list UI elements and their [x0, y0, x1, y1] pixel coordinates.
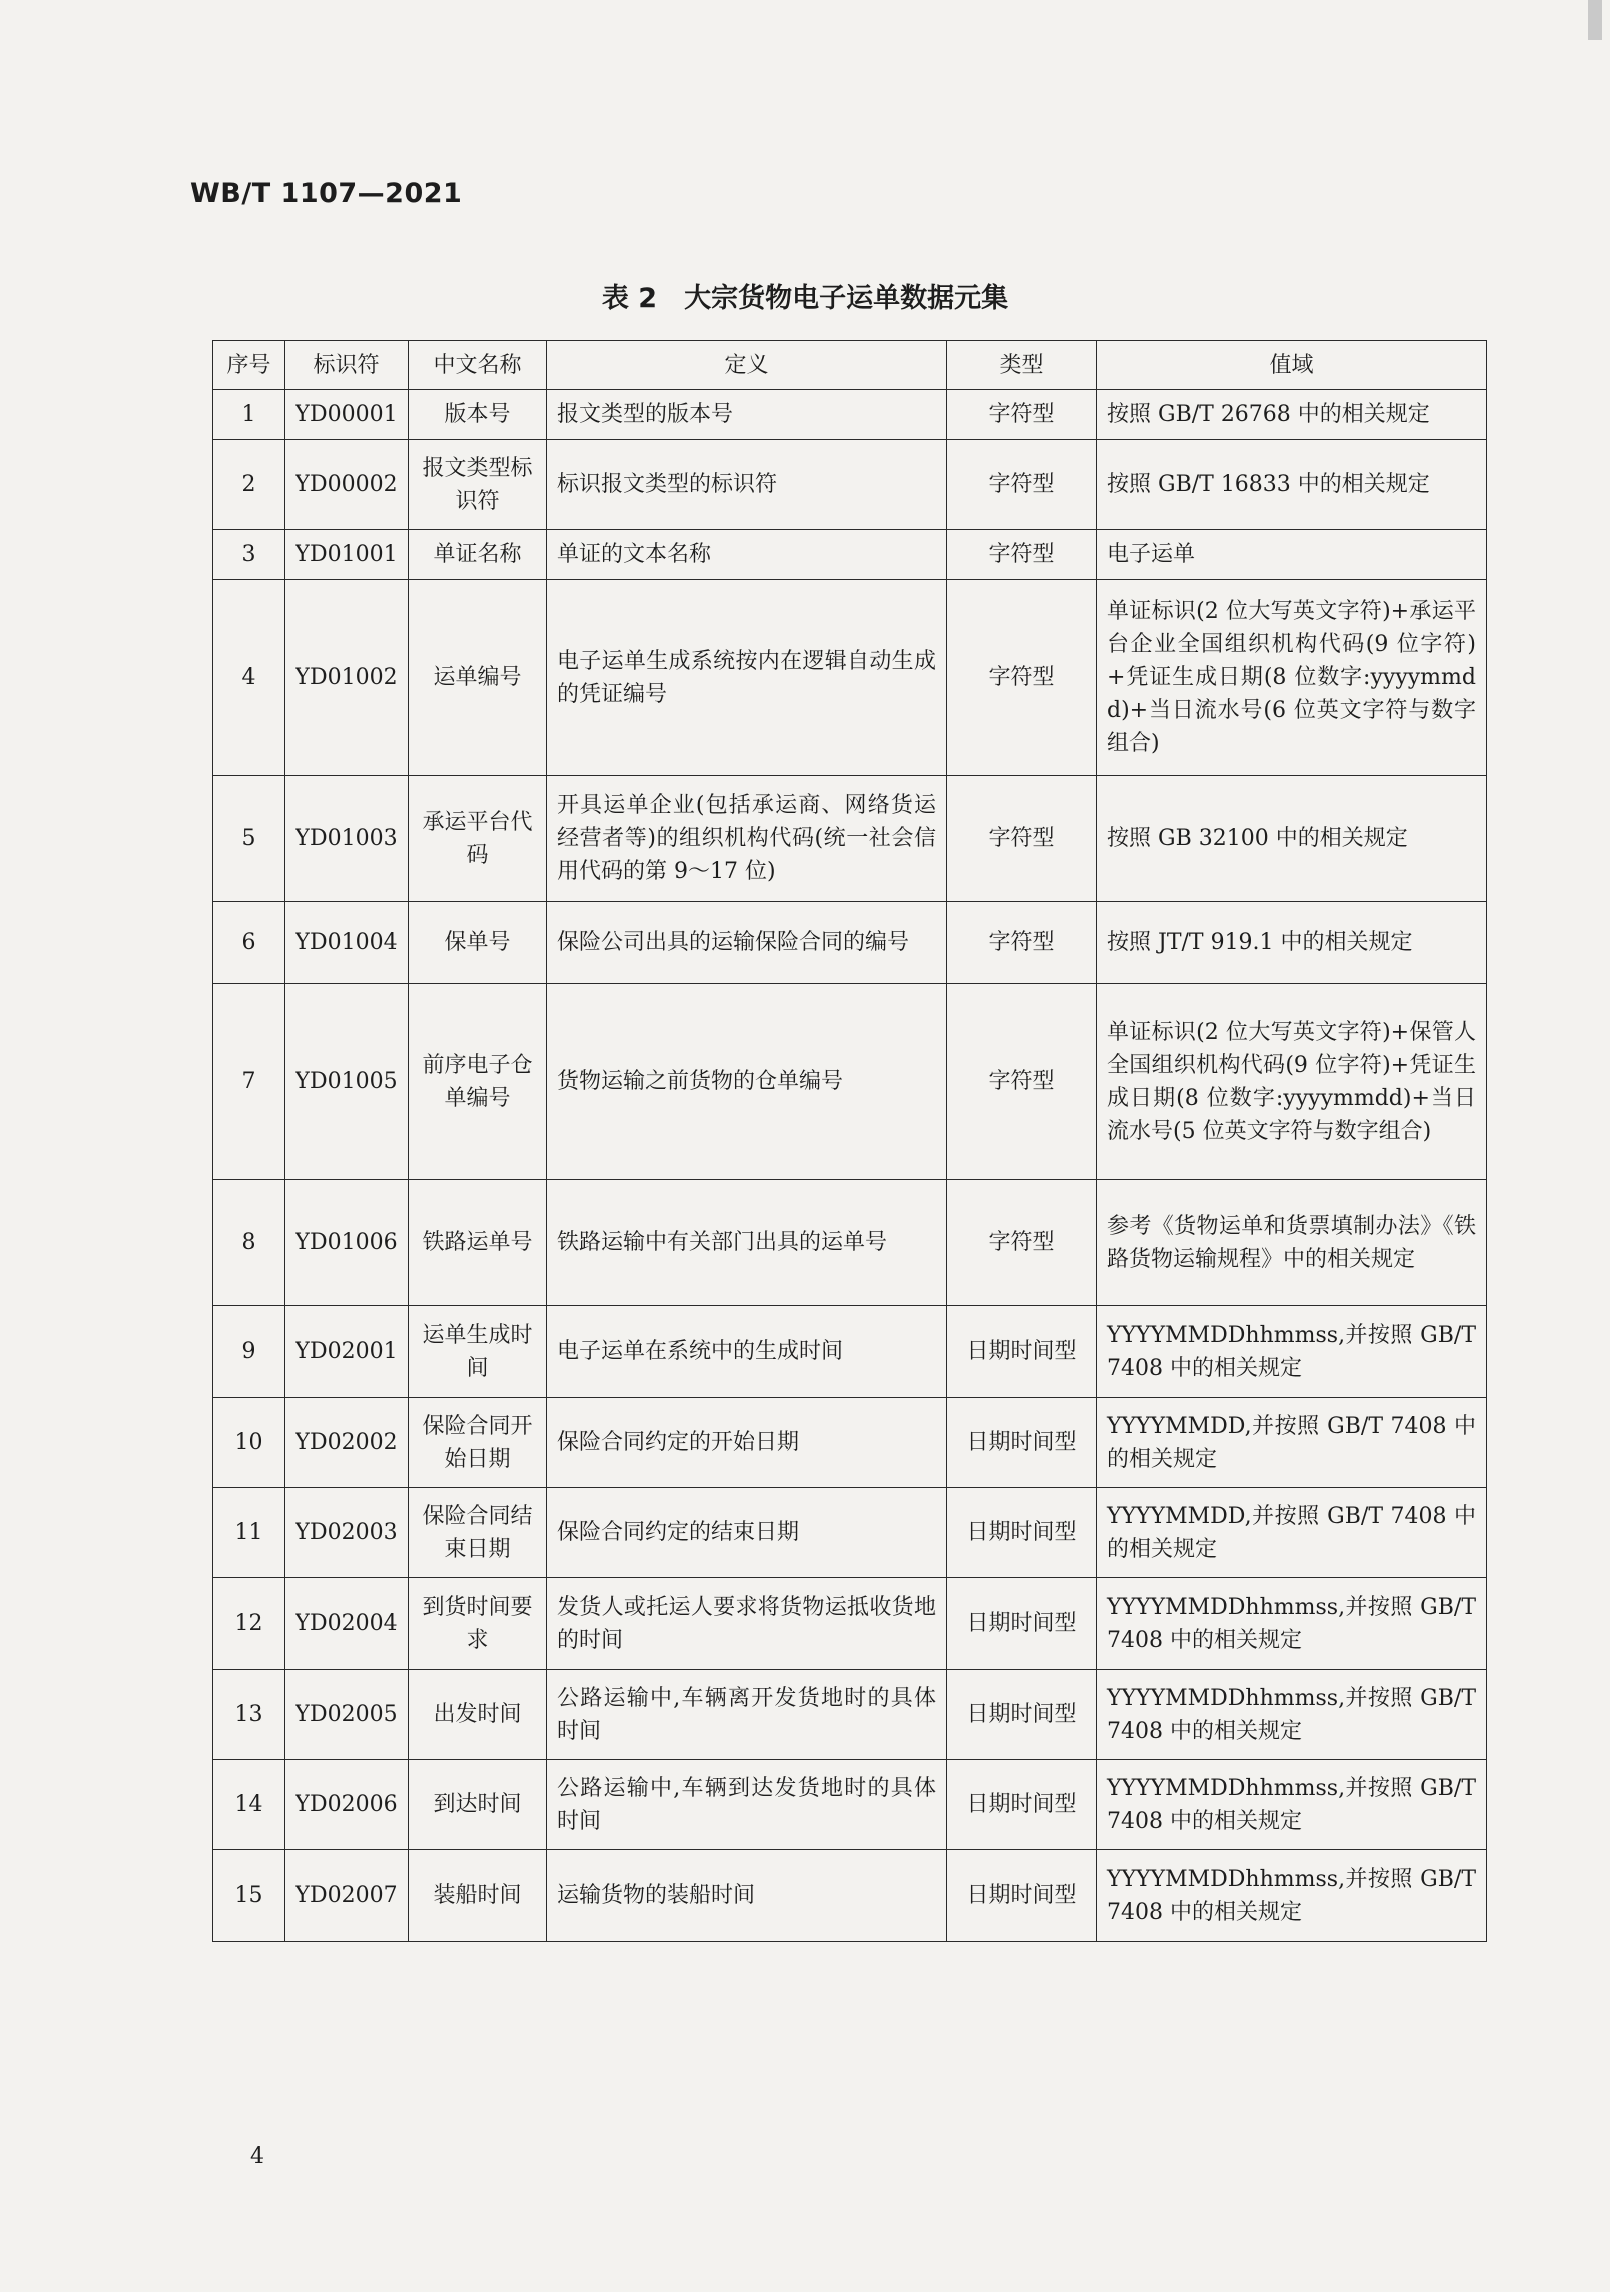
cell-type: 日期时间型: [947, 1670, 1097, 1760]
cell-name: 到货时间要求: [409, 1578, 547, 1670]
table-body: [213, 390, 1487, 1942]
cell-identifier: YD02001: [285, 1306, 409, 1398]
cell-seq: 8: [213, 1180, 285, 1306]
cell-seq: 15: [213, 1850, 285, 1942]
cell-definition: 电子运单在系统中的生成时间: [547, 1306, 947, 1398]
cell-seq: 14: [213, 1760, 285, 1850]
cell-type: 日期时间型: [947, 1850, 1097, 1942]
cell-seq: 4: [213, 580, 285, 776]
cell-domain: YYYYMMDDhhmmss,并按照 GB/T 7408 中的相关规定: [1097, 1670, 1487, 1760]
table-row: [213, 902, 1487, 984]
cell-name: 出发时间: [409, 1670, 547, 1760]
cell-identifier: YD02005: [285, 1670, 409, 1760]
cell-seq: 6: [213, 902, 285, 984]
cell-definition: 运输货物的装船时间: [547, 1850, 947, 1942]
cell-type: 字符型: [947, 1180, 1097, 1306]
cell-name: 报文类型标识符: [409, 440, 547, 530]
cell-domain: 按照 JT/T 919.1 中的相关规定: [1097, 902, 1487, 984]
cell-definition: 货物运输之前货物的仓单编号: [547, 984, 947, 1180]
cell-definition: 发货人或托运人要求将货物运抵收货地的时间: [547, 1578, 947, 1670]
cell-identifier: YD01003: [285, 776, 409, 902]
table-row: [213, 1850, 1487, 1942]
cell-name: 承运平台代码: [409, 776, 547, 902]
cell-name: 保险合同结束日期: [409, 1488, 547, 1578]
cell-name: 前序电子仓单编号: [409, 984, 547, 1180]
cell-definition: 保险合同约定的结束日期: [547, 1488, 947, 1578]
table-row: [213, 1306, 1487, 1398]
cell-seq: 2: [213, 440, 285, 530]
cell-name: 单证名称: [409, 530, 547, 580]
cell-definition: 保险合同约定的开始日期: [547, 1398, 947, 1488]
cell-seq: 12: [213, 1578, 285, 1670]
cell-name: 到达时间: [409, 1760, 547, 1850]
cell-domain: YYYYMMDDhhmmss,并按照 GB/T 7408 中的相关规定: [1097, 1306, 1487, 1398]
cell-type: 日期时间型: [947, 1760, 1097, 1850]
cell-type: 日期时间型: [947, 1306, 1097, 1398]
cell-identifier: YD01004: [285, 902, 409, 984]
cell-definition: 开具运单企业(包括承运商、网络货运经营者等)的组织机构代码(统一社会信用代码的第 9～17 位): [547, 776, 947, 902]
cell-domain: 参考《货物运单和货票填制办法》《铁路货物运输规程》中的相关规定: [1097, 1180, 1487, 1306]
cell-domain: YYYYMMDDhhmmss,并按照 GB/T 7408 中的相关规定: [1097, 1760, 1487, 1850]
col-header-name: 中文名称: [409, 341, 547, 390]
col-header-id: 标识符: [285, 341, 409, 390]
cell-identifier: YD02007: [285, 1850, 409, 1942]
page-number: 4: [250, 2144, 264, 2169]
table-row: [213, 390, 1487, 440]
cell-name: 装船时间: [409, 1850, 547, 1942]
cell-domain: 按照 GB/T 16833 中的相关规定: [1097, 440, 1487, 530]
cell-name: 保险合同开始日期: [409, 1398, 547, 1488]
cell-type: 字符型: [947, 984, 1097, 1180]
cell-identifier: YD02006: [285, 1760, 409, 1850]
cell-domain: YYYYMMDDhhmmss,并按照 GB/T 7408 中的相关规定: [1097, 1578, 1487, 1670]
cell-name: 运单编号: [409, 580, 547, 776]
cell-domain: YYYYMMDD,并按照 GB/T 7408 中的相关规定: [1097, 1398, 1487, 1488]
cell-domain: 按照 GB 32100 中的相关规定: [1097, 776, 1487, 902]
cell-type: 日期时间型: [947, 1578, 1097, 1670]
cell-definition: 报文类型的版本号: [547, 390, 947, 440]
col-header-type: 类型: [947, 341, 1097, 390]
cell-type: 字符型: [947, 440, 1097, 530]
cell-name: 运单生成时间: [409, 1306, 547, 1398]
cell-domain: 单证标识(2 位大写英文字符)+承运平台企业全国组织机构代码(9 位字符)+凭证生成日期(8 位数字:yyyymmdd)+当日流水号(6 位英文字符与数字组合): [1097, 580, 1487, 776]
cell-name: 版本号: [409, 390, 547, 440]
table-row: [213, 440, 1487, 530]
cell-identifier: YD00002: [285, 440, 409, 530]
table-row: [213, 580, 1487, 776]
table-row: [213, 1578, 1487, 1670]
cell-identifier: YD00001: [285, 390, 409, 440]
cell-seq: 13: [213, 1670, 285, 1760]
cell-domain: YYYYMMDDhhmmss,并按照 GB/T 7408 中的相关规定: [1097, 1850, 1487, 1942]
col-header-definition: 定义: [547, 341, 947, 390]
table-row: [213, 1670, 1487, 1760]
cell-identifier: YD02002: [285, 1398, 409, 1488]
cell-name: 保单号: [409, 902, 547, 984]
table-row: [213, 1398, 1487, 1488]
cell-domain: 按照 GB/T 26768 中的相关规定: [1097, 390, 1487, 440]
cell-seq: 9: [213, 1306, 285, 1398]
col-header-domain: 值域: [1097, 341, 1487, 390]
cell-type: 字符型: [947, 390, 1097, 440]
cell-type: 字符型: [947, 530, 1097, 580]
cell-seq: 3: [213, 530, 285, 580]
cell-domain: 电子运单: [1097, 530, 1487, 580]
standard-code: WB/T 1107—2021: [190, 178, 463, 209]
cell-identifier: YD01001: [285, 530, 409, 580]
cell-name: 铁路运单号: [409, 1180, 547, 1306]
col-header-seq: 序号: [213, 341, 285, 390]
cell-identifier: YD02004: [285, 1578, 409, 1670]
table-row: [213, 776, 1487, 902]
cell-seq: 11: [213, 1488, 285, 1578]
cell-definition: 公路运输中,车辆离开发货地时的具体时间: [547, 1670, 947, 1760]
cell-identifier: YD01006: [285, 1180, 409, 1306]
cell-identifier: YD01002: [285, 580, 409, 776]
cell-definition: 电子运单生成系统按内在逻辑自动生成的凭证编号: [547, 580, 947, 776]
cell-identifier: YD01005: [285, 984, 409, 1180]
cell-type: 日期时间型: [947, 1398, 1097, 1488]
table-row: [213, 1488, 1487, 1578]
cell-type: 字符型: [947, 776, 1097, 902]
cell-seq: 10: [213, 1398, 285, 1488]
cell-identifier: YD02003: [285, 1488, 409, 1578]
cell-type: 日期时间型: [947, 1488, 1097, 1578]
cell-definition: 标识报文类型的标识符: [547, 440, 947, 530]
table-row: [213, 1180, 1487, 1306]
cell-type: 字符型: [947, 902, 1097, 984]
cell-definition: 保险公司出具的运输保险合同的编号: [547, 902, 947, 984]
cell-definition: 铁路运输中有关部门出具的运单号: [547, 1180, 947, 1306]
cell-type: 字符型: [947, 580, 1097, 776]
table-row: [213, 530, 1487, 580]
data-element-table: [212, 340, 1487, 1942]
scan-edge-mark: [1588, 0, 1602, 40]
cell-domain: 单证标识(2 位大写英文字符)+保管人全国组织机构代码(9 位字符)+凭证生成日期(8 位数字:yyyymmdd)+当日流水号(5 位英文字符与数字组合): [1097, 984, 1487, 1180]
table-header-row: [213, 341, 1487, 390]
cell-definition: 公路运输中,车辆到达发货地时的具体时间: [547, 1760, 947, 1850]
cell-domain: YYYYMMDD,并按照 GB/T 7408 中的相关规定: [1097, 1488, 1487, 1578]
table-row: [213, 984, 1487, 1180]
cell-seq: 5: [213, 776, 285, 902]
cell-seq: 7: [213, 984, 285, 1180]
table-caption: 表 2 大宗货物电子运单数据元集: [601, 283, 1009, 314]
cell-seq: 1: [213, 390, 285, 440]
table-row: [213, 1760, 1487, 1850]
cell-definition: 单证的文本名称: [547, 530, 947, 580]
